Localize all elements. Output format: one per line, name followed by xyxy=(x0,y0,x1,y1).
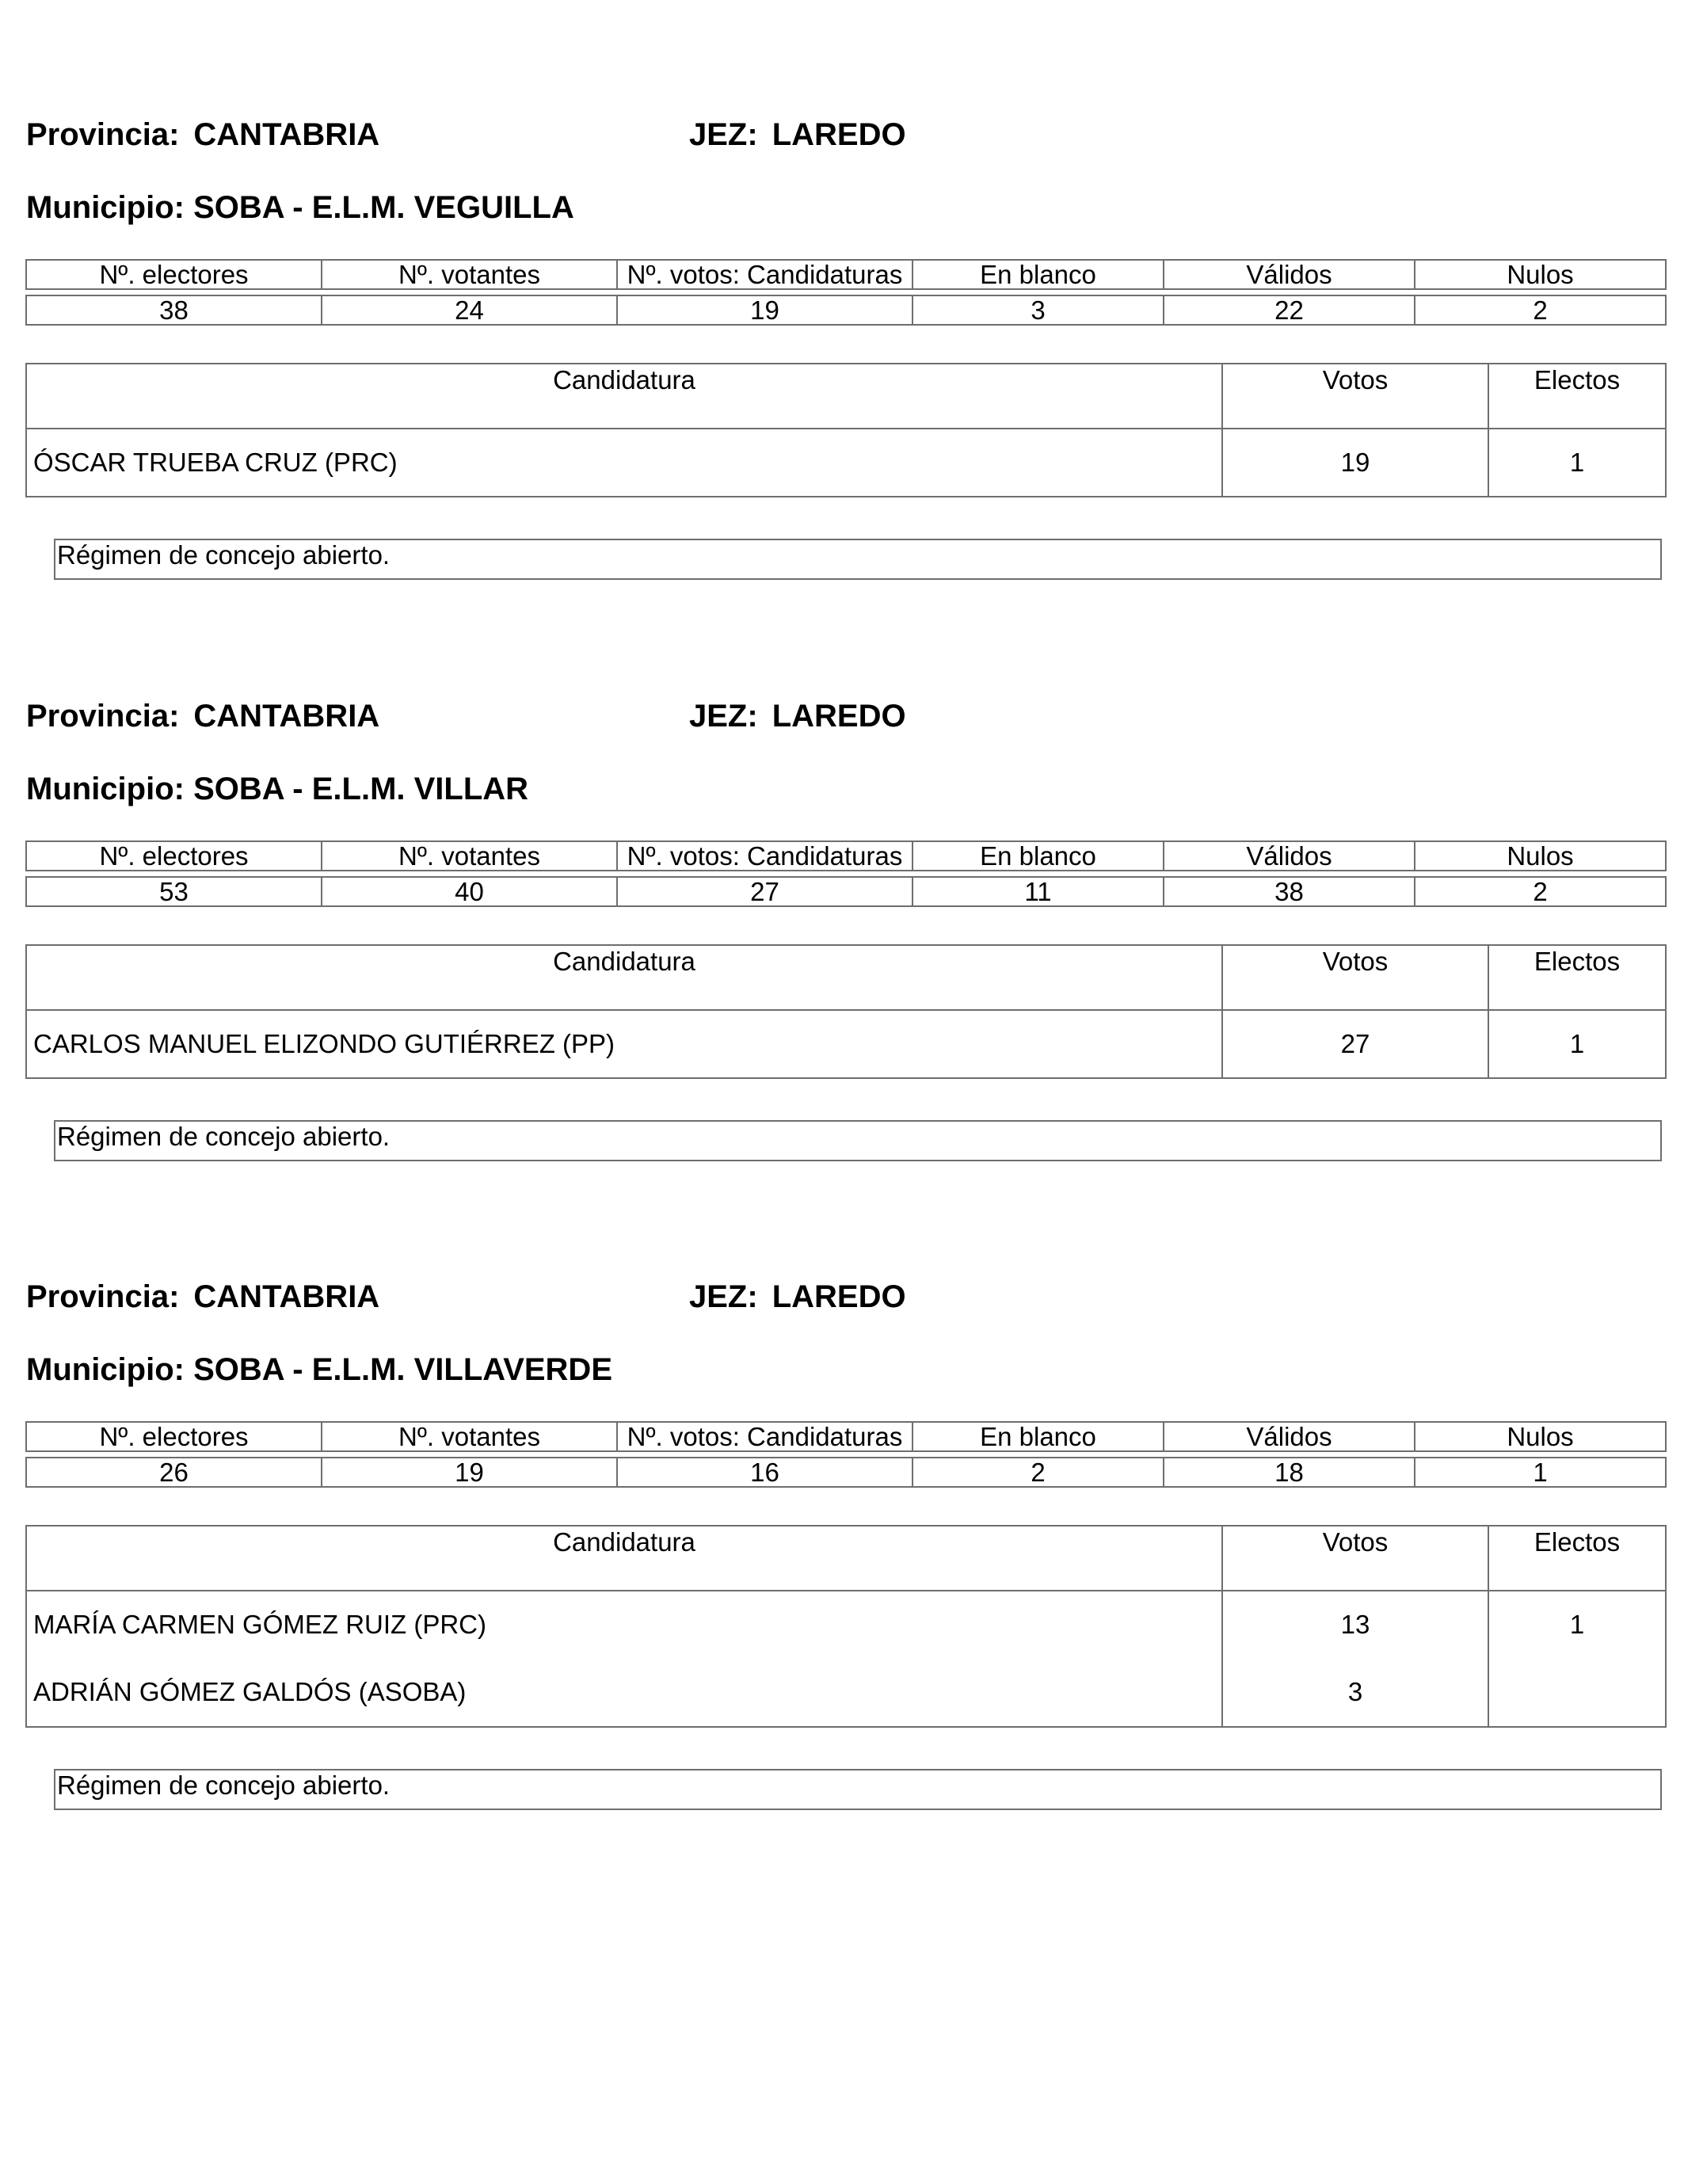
candidate-name: MARÍA CARMEN GÓMEZ RUIZ (PRC) xyxy=(26,1591,1222,1658)
candidatura-header: Candidatura xyxy=(26,945,1222,1010)
stats-header-electores: Nº. electores xyxy=(26,1422,322,1451)
jez-value: LAREDO xyxy=(772,1279,906,1314)
jez-line xyxy=(689,116,906,154)
stats-header-validos: Válidos xyxy=(1164,1422,1415,1451)
votos-header: Votos xyxy=(1222,945,1488,1010)
stats-value-validos: 18 xyxy=(1164,1458,1415,1487)
candidate-row xyxy=(26,429,1666,497)
note-box: Régimen de concejo abierto. xyxy=(54,1769,1662,1810)
stats-header-row xyxy=(26,841,1666,871)
stats-value-nulos: 1 xyxy=(1415,1458,1666,1487)
provincia-label: Provincia: xyxy=(26,699,180,734)
candidate-votos: 3 xyxy=(1222,1658,1488,1727)
municipio-value: SOBA - E.L.M. VILLAVERDE xyxy=(193,1352,612,1387)
stats-header-en-blanco: En blanco xyxy=(912,841,1164,871)
stats-header-validos: Válidos xyxy=(1164,841,1415,871)
stats-value-en-blanco: 3 xyxy=(912,295,1164,325)
provincia-line xyxy=(26,116,379,154)
jez-label: JEZ: xyxy=(689,117,758,152)
electos-header: Electos xyxy=(1488,945,1666,1010)
candidate-votos: 13 xyxy=(1222,1591,1488,1658)
stats-value-en-blanco: 11 xyxy=(912,877,1164,906)
candidate-name: ADRIÁN GÓMEZ GALDÓS (ASOBA) xyxy=(26,1658,1222,1727)
jez-line xyxy=(689,697,906,735)
candidate-votos: 27 xyxy=(1222,1010,1488,1078)
votos-header: Votos xyxy=(1222,364,1488,429)
provincia-line xyxy=(26,697,379,735)
stats-header-votantes: Nº. votantes xyxy=(322,1422,617,1451)
municipio-line xyxy=(26,770,528,808)
stats-value-electores: 38 xyxy=(26,295,322,325)
stats-header-nulos: Nulos xyxy=(1415,260,1666,289)
stats-value-votos-candidaturas: 19 xyxy=(617,295,912,325)
candidate-row xyxy=(26,1658,1666,1727)
stats-value-nulos: 2 xyxy=(1415,877,1666,906)
candidatura-header: Candidatura xyxy=(26,1526,1222,1591)
section-villar xyxy=(0,581,1684,1168)
candidate-electos: 1 xyxy=(1488,429,1666,497)
stats-table xyxy=(25,1421,1667,1488)
stats-header-votos-candidaturas: Nº. votos: Candidaturas xyxy=(617,1422,912,1451)
jez-value: LAREDO xyxy=(772,699,906,734)
municipio-value: SOBA - E.L.M. VILLAR xyxy=(193,772,529,806)
stats-header-row xyxy=(26,1422,1666,1451)
provincia-label: Provincia: xyxy=(26,117,180,152)
section-veguilla xyxy=(0,0,1684,586)
municipio-label: Municipio: xyxy=(26,1352,185,1387)
stats-value-validos: 38 xyxy=(1164,877,1415,906)
provincia-value: CANTABRIA xyxy=(193,1279,380,1314)
stats-value-en-blanco: 2 xyxy=(912,1458,1164,1487)
jez-value: LAREDO xyxy=(772,117,906,152)
stats-header-en-blanco: En blanco xyxy=(912,260,1164,289)
note-box: Régimen de concejo abierto. xyxy=(54,539,1662,580)
stats-value-row xyxy=(26,1458,1666,1487)
stats-table xyxy=(25,259,1667,326)
candidate-row xyxy=(26,1010,1666,1078)
stats-header-electores: Nº. electores xyxy=(26,841,322,871)
candidate-name: ÓSCAR TRUEBA CRUZ (PRC) xyxy=(26,429,1222,497)
candidate-row xyxy=(26,1591,1666,1658)
stats-header-votos-candidaturas: Nº. votos: Candidaturas xyxy=(617,841,912,871)
electos-header: Electos xyxy=(1488,364,1666,429)
stats-header-en-blanco: En blanco xyxy=(912,1422,1164,1451)
stats-header-row xyxy=(26,260,1666,289)
electos-header: Electos xyxy=(1488,1526,1666,1591)
municipio-value: SOBA - E.L.M. VEGUILLA xyxy=(193,190,574,225)
votos-header: Votos xyxy=(1222,1526,1488,1591)
jez-label: JEZ: xyxy=(689,699,758,734)
candidates-header-row xyxy=(26,364,1666,429)
municipio-label: Municipio: xyxy=(26,772,185,806)
stats-header-votantes: Nº. votantes xyxy=(322,841,617,871)
candidates-table xyxy=(25,363,1667,497)
municipio-line xyxy=(26,189,574,227)
jez-label: JEZ: xyxy=(689,1279,758,1314)
stats-header-nulos: Nulos xyxy=(1415,1422,1666,1451)
stats-value-validos: 22 xyxy=(1164,295,1415,325)
candidates-table xyxy=(25,1525,1667,1728)
candidate-electos: 1 xyxy=(1488,1010,1666,1078)
candidate-electos xyxy=(1488,1658,1666,1727)
stats-header-electores: Nº. electores xyxy=(26,260,322,289)
stats-value-electores: 53 xyxy=(26,877,322,906)
stats-value-electores: 26 xyxy=(26,1458,322,1487)
provincia-value: CANTABRIA xyxy=(193,117,380,152)
candidates-table xyxy=(25,944,1667,1079)
candidatura-header: Candidatura xyxy=(26,364,1222,429)
stats-value-votos-candidaturas: 16 xyxy=(617,1458,912,1487)
municipio-line xyxy=(26,1351,612,1389)
provincia-value: CANTABRIA xyxy=(193,699,380,734)
provincia-label: Provincia: xyxy=(26,1279,180,1314)
provincia-line xyxy=(26,1278,379,1316)
candidate-electos: 1 xyxy=(1488,1591,1666,1658)
candidates-header-row xyxy=(26,1526,1666,1591)
candidates-header-row xyxy=(26,945,1666,1010)
stats-header-votos-candidaturas: Nº. votos: Candidaturas xyxy=(617,260,912,289)
stats-value-votantes: 40 xyxy=(322,877,617,906)
stats-header-validos: Válidos xyxy=(1164,260,1415,289)
candidate-name: CARLOS MANUEL ELIZONDO GUTIÉRREZ (PP) xyxy=(26,1010,1222,1078)
stats-table xyxy=(25,840,1667,907)
candidate-votos: 19 xyxy=(1222,429,1488,497)
stats-value-votantes: 24 xyxy=(322,295,617,325)
note-box: Régimen de concejo abierto. xyxy=(54,1120,1662,1161)
stats-value-row xyxy=(26,295,1666,325)
stats-header-votantes: Nº. votantes xyxy=(322,260,617,289)
stats-header-nulos: Nulos xyxy=(1415,841,1666,871)
jez-line xyxy=(689,1278,906,1316)
section-villaverde xyxy=(0,1162,1684,1800)
stats-value-row xyxy=(26,877,1666,906)
stats-value-nulos: 2 xyxy=(1415,295,1666,325)
stats-value-votantes: 19 xyxy=(322,1458,617,1487)
municipio-label: Municipio: xyxy=(26,190,185,225)
stats-value-votos-candidaturas: 27 xyxy=(617,877,912,906)
